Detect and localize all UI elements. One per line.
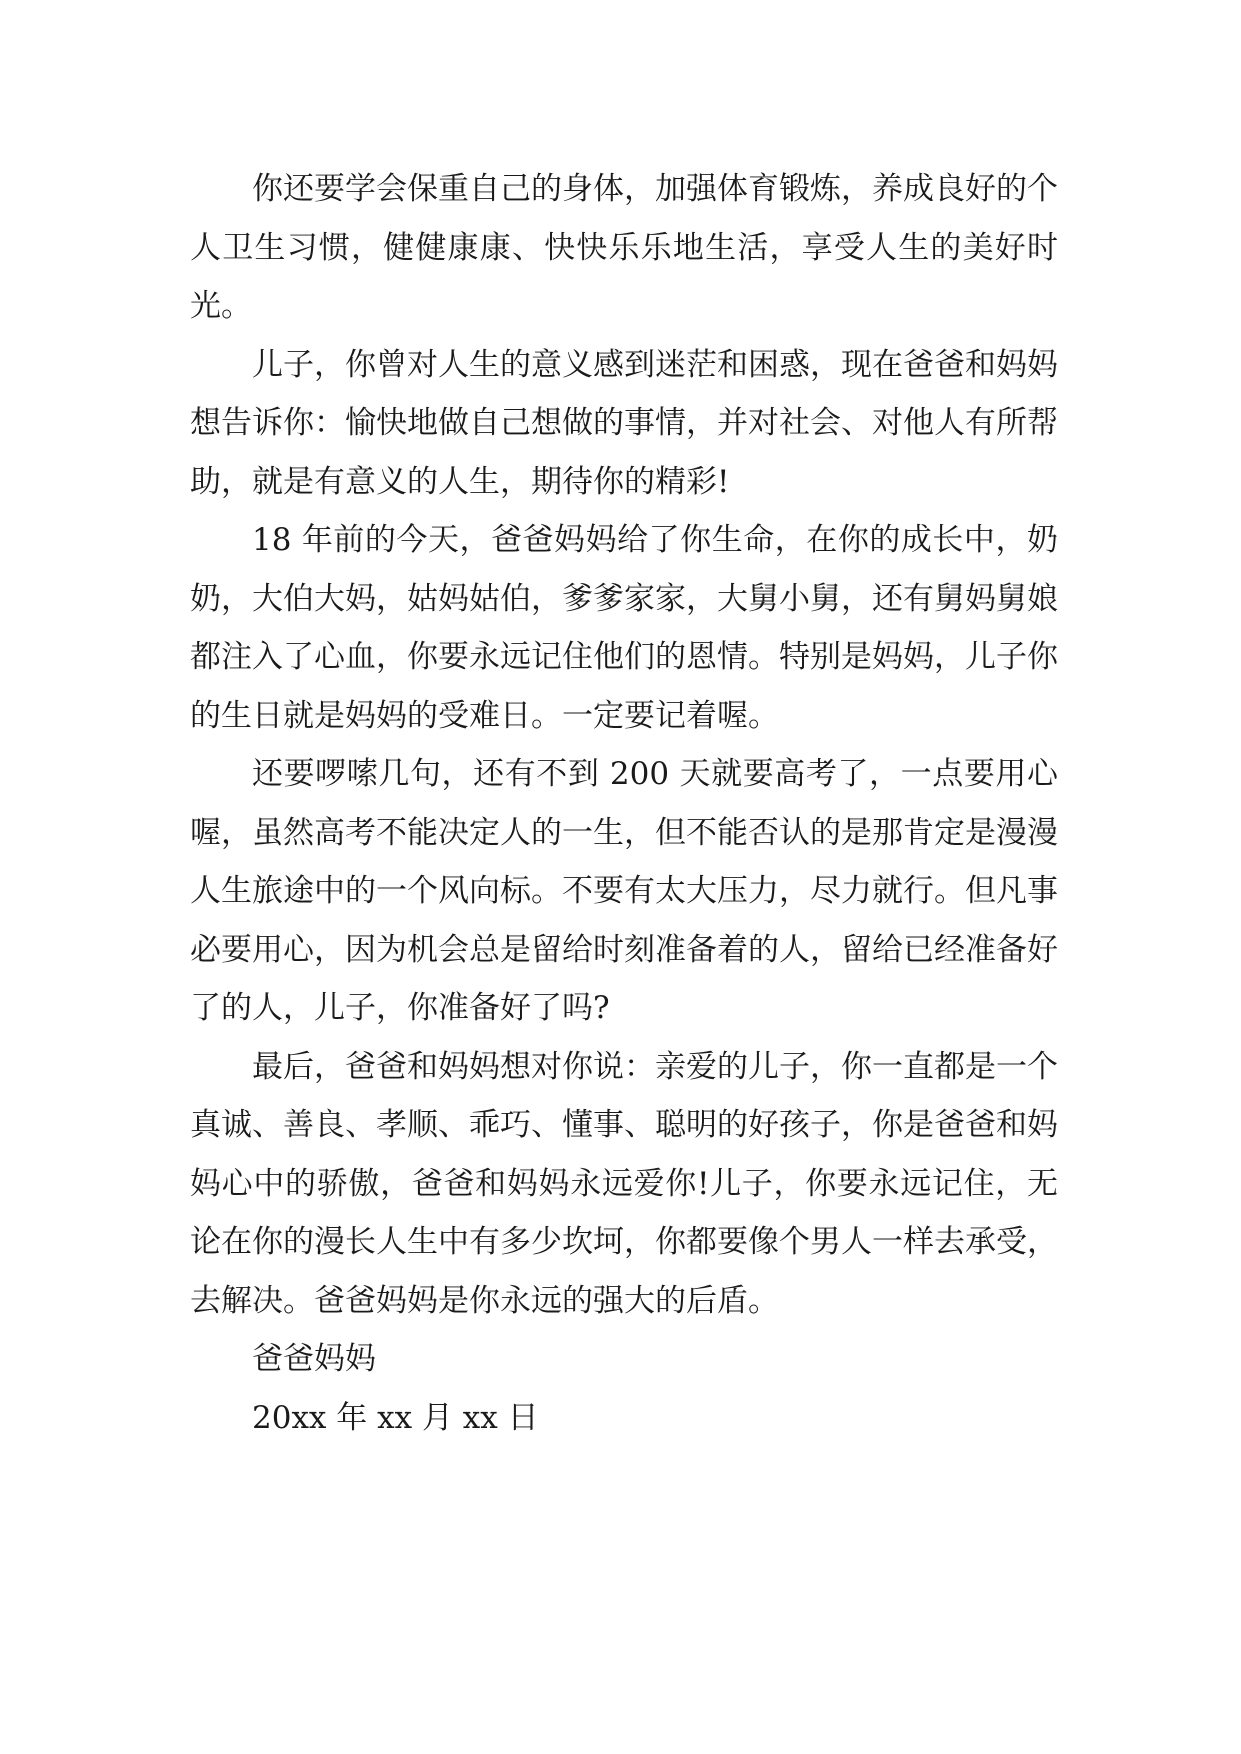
paragraph-meaning-of-life: 儿子，你曾对人生的意义感到迷茫和困惑，现在爸爸和妈妈想告诉你：愉快地做自己想做的事情，并对社会、对他人有所帮助，就是有意义的人生，期待你的精彩!	[190, 346, 1058, 500]
paragraph-exam: 还要啰嗦几句，还有不到 200 天就要高考了，一点要用心喔，虽然高考不能决定人的一生，但不能否认的是那肯定是漫漫人生旅途中的一个风向标。不要有太大压力，尽力就行。但凡事必要用心，因为机会总是留给时刻准备着的人，留给已经准备好了的人，儿子，你准备好了吗?	[190, 756, 1058, 1026]
date-line: 20xx 年 xx 月 xx 日	[252, 1399, 539, 1436]
letter-body	[190, 160, 1058, 1447]
paragraph-health: 你还要学会保重自己的身体，加强体育锻炼，养成良好的个人卫生习惯，健健康康、快快乐乐地生活，享受人生的美好时光。	[190, 171, 1058, 324]
paragraph-closing: 最后，爸爸和妈妈想对你说：亲爱的儿子，你一直都是一个真诚、善良、孝顺、乖巧、懂事、聪明的好孩子，你是爸爸和妈妈心中的骄傲，爸爸和妈妈永远爱你!儿子，你要永远记住，无论在你的漫长人生中有多少坎坷，你都要像个男人一样去承受，去解决。爸爸妈妈是你永远的强大的后盾。	[190, 1048, 1058, 1319]
paragraph-birthday: 18 年前的今天，爸爸妈妈给了你生命，在你的成长中，奶奶，大伯大妈，姑妈姑伯，爹爹家家，大舅小舅，还有舅妈舅娘都注入了心血，你要永远记住他们的恩情。特别是妈妈，儿子你的生日就是妈妈的受难日。一定要记着喔。	[190, 522, 1058, 734]
signature: 爸爸妈妈	[252, 1341, 376, 1377]
